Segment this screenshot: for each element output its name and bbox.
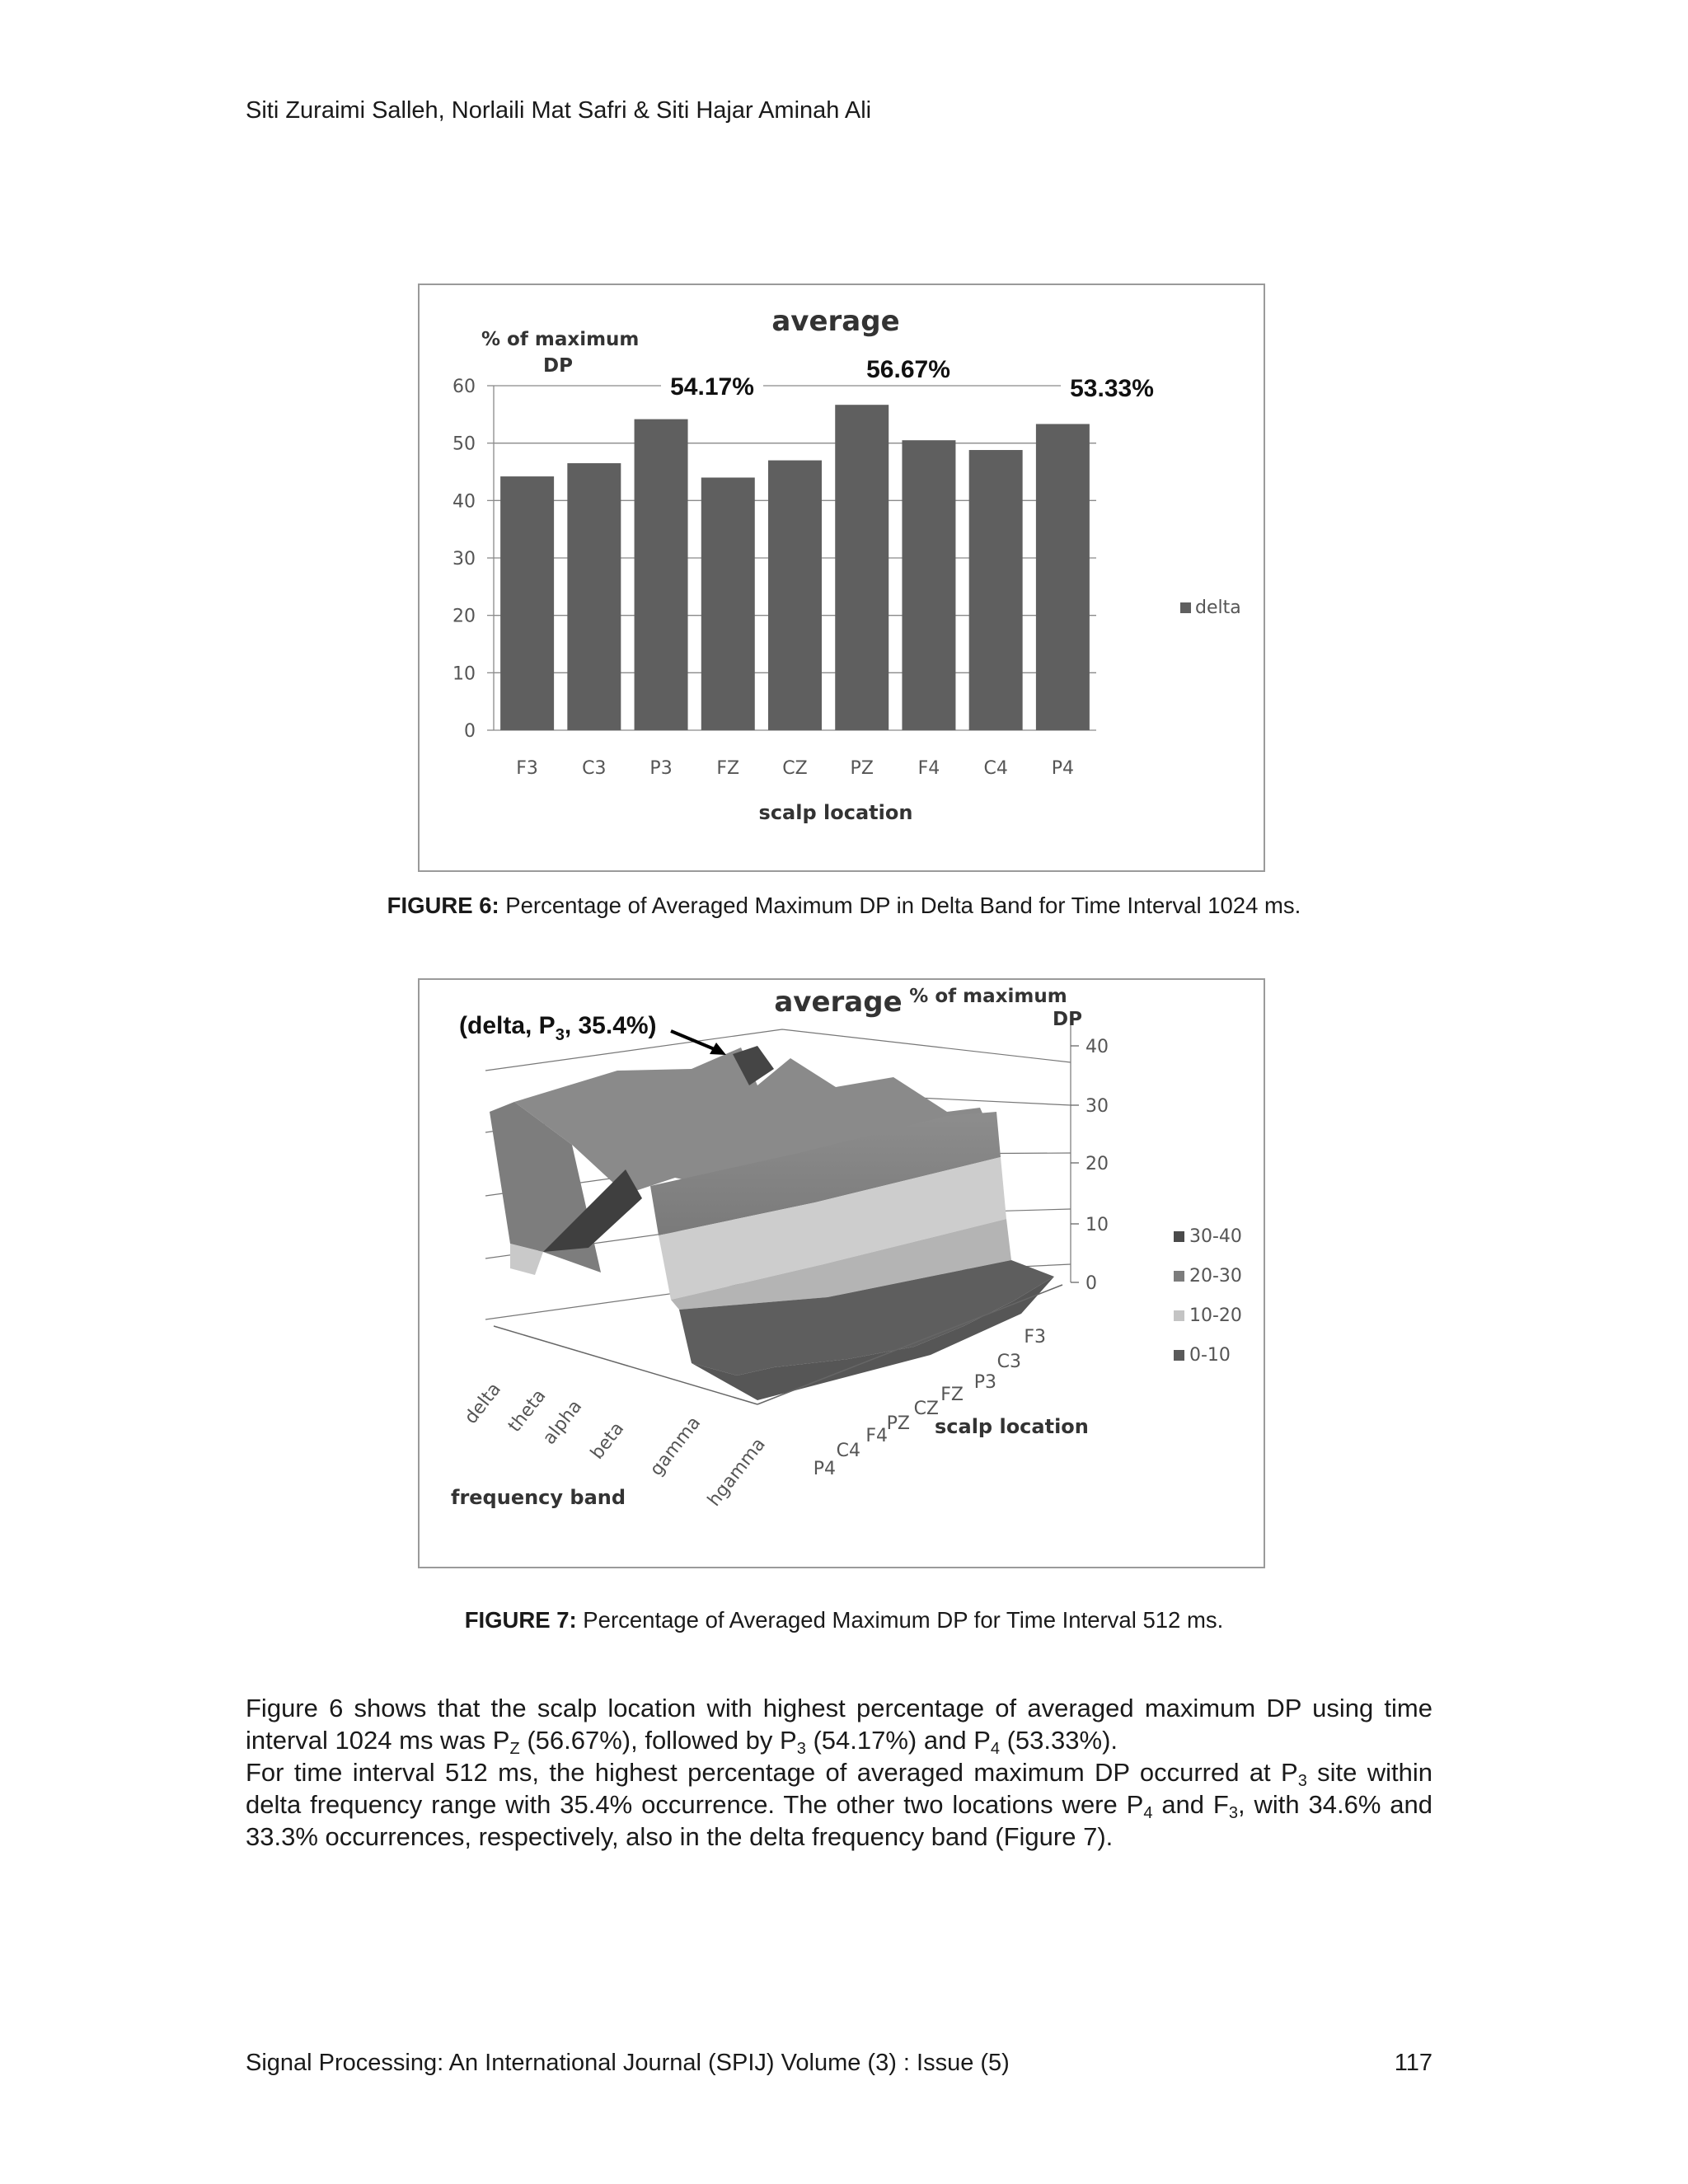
x-category-label: P4 <box>813 1459 836 1479</box>
subscript: 4 <box>1143 1804 1153 1822</box>
footer-journal: Signal Processing: An International Journal (SPIJ) Volume (3) : Issue (5) <box>246 2050 1010 2076</box>
page-number: 117 <box>1394 2050 1432 2076</box>
bar-cz <box>768 461 822 730</box>
x-category-label: C4 <box>836 1441 860 1461</box>
x-category-label: P3 <box>973 1372 996 1393</box>
caption-text: Percentage of Averaged Maximum DP in Delta Band for Time Interval 1024 ms. <box>499 893 1301 918</box>
y-category-label: beta <box>587 1418 629 1464</box>
annotation-p3: 54.17% <box>670 373 754 401</box>
y-tick-label: 40 <box>452 491 476 513</box>
x-category-label: PZ <box>886 1413 910 1434</box>
y-category-label: alpha <box>539 1396 587 1449</box>
text-run: (53.33%). <box>1000 1726 1118 1755</box>
y-tick-label: 30 <box>452 549 476 569</box>
x-tick-label: C4 <box>983 758 1008 779</box>
legend-label: 20-30 <box>1189 1266 1242 1286</box>
x-tick-label: C3 <box>582 758 607 779</box>
y-axis-label-line1: % of maximum <box>481 329 640 350</box>
subscript: 3 <box>1297 1772 1307 1790</box>
annotation-pz: 56.67% <box>866 356 950 383</box>
text-run: Figure 6 shows that the scalp location with highest percentage of averaged maximum DP using time interval 1024 ms was P <box>246 1694 1432 1755</box>
x-tick-label: CZ <box>782 758 808 779</box>
z-tick-label: 20 <box>1085 1154 1109 1174</box>
text-run: For time interval 512 ms, the highest percentage of averaged maximum DP occurred at P <box>246 1758 1298 1787</box>
paragraph-2 <box>246 1756 1432 1853</box>
bar-chart-svg <box>420 285 1264 870</box>
text-run: site within delta frequency range with 35.4% occurrence. The other two locations were P <box>246 1758 1432 1819</box>
x-tick-label: FZ <box>716 758 740 779</box>
figure-7-chart <box>418 978 1265 1568</box>
subscript: 3 <box>1228 1804 1238 1822</box>
paragraph-1 <box>246 1692 1432 1756</box>
z-tick-label: 0 <box>1085 1273 1097 1294</box>
bar-fz <box>701 477 755 730</box>
bar-p4 <box>1036 424 1090 730</box>
body-text <box>246 1692 1432 1853</box>
legend-label: 10-20 <box>1189 1305 1242 1326</box>
y-tick-label: 50 <box>452 434 476 455</box>
legend-swatch <box>1174 1231 1184 1242</box>
z-tick-label: 40 <box>1085 1037 1109 1057</box>
peak-annotation <box>459 1012 657 1044</box>
x-tick-label: F3 <box>516 758 538 779</box>
figure-6-chart <box>418 284 1265 872</box>
legend-swatch <box>1174 1350 1184 1361</box>
x-axis-label: scalp location <box>935 1415 1089 1438</box>
legend-swatch <box>1174 1271 1184 1282</box>
bar-f4 <box>902 440 955 730</box>
bar-pz <box>835 405 889 730</box>
x-category-label: FZ <box>940 1385 964 1405</box>
z-tick-label: 10 <box>1085 1215 1109 1235</box>
annotation-arrow <box>671 1031 726 1055</box>
annotation-prefix: (delta, P <box>459 1012 556 1039</box>
subscript: Z <box>509 1740 520 1758</box>
x-tick-label: P3 <box>649 758 673 779</box>
y-tick-label: 0 <box>464 721 476 742</box>
x-category-label: F4 <box>865 1426 888 1446</box>
y-tick-label: 20 <box>452 606 476 627</box>
legend-label: 0-10 <box>1189 1345 1231 1366</box>
legend-swatch <box>1174 1310 1184 1321</box>
running-head-authors: Siti Zuraimi Salleh, Norlaili Mat Safri & Siti Hajar Aminah Ali <box>246 97 872 124</box>
legend-label: 30-40 <box>1189 1226 1242 1247</box>
x-axis-label: scalp location <box>758 801 913 824</box>
surface-chart-svg <box>420 980 1264 1567</box>
text-run: , with 34.6% and 33.3% occurrences, respectively, also in the delta frequency band (Figure 7). <box>246 1790 1432 1851</box>
y-axis-label-line2: DP <box>543 355 573 377</box>
y-category-label: gamma <box>646 1413 706 1480</box>
subscript: 4 <box>990 1740 1000 1758</box>
bar-c3 <box>567 463 621 730</box>
x-category-label: CZ <box>913 1399 939 1419</box>
x-tick-label: F4 <box>917 758 940 779</box>
z-axis-label-line1: % of maximum <box>909 986 1067 1007</box>
y-category-label: hgamma <box>704 1434 770 1511</box>
annotation-suffix: , 35.4%) <box>564 1012 657 1039</box>
y-category-label: theta <box>504 1385 551 1436</box>
caption-label: FIGURE 7: <box>464 1607 577 1633</box>
text-run: and F <box>1152 1790 1229 1819</box>
x-tick-label: P4 <box>1051 758 1075 779</box>
x-category-label: F3 <box>1024 1327 1046 1347</box>
text-run: (56.67%), followed by P <box>519 1726 797 1755</box>
y-tick-label: 10 <box>452 663 476 685</box>
figure-7-caption <box>247 1607 1441 1633</box>
bar-c4 <box>969 450 1023 730</box>
bar-p3 <box>635 419 688 730</box>
z-tick-label: 30 <box>1085 1096 1109 1117</box>
y-tick-label: 60 <box>452 377 476 397</box>
x-category-label: C3 <box>996 1352 1021 1372</box>
legend-label-delta: delta <box>1195 598 1241 618</box>
chart-title: average <box>774 986 903 1019</box>
subscript: 3 <box>796 1740 806 1758</box>
y-axis-label: frequency band <box>451 1486 626 1509</box>
annotation-p4: 53.33% <box>1070 375 1154 402</box>
x-tick-label: PZ <box>850 758 874 779</box>
chart-title: average <box>771 305 900 338</box>
caption-label: FIGURE 6: <box>387 893 499 918</box>
caption-text: Percentage of Averaged Maximum DP for Time Interval 512 ms. <box>576 1607 1224 1633</box>
figure-6-caption <box>247 893 1441 919</box>
bar-f3 <box>500 476 554 730</box>
annotation-sub: 3 <box>555 1026 565 1044</box>
text-run: (54.17%) and P <box>805 1726 991 1755</box>
y-category-label: delta <box>461 1379 506 1428</box>
z-axis-label-line2: DP <box>1053 1009 1082 1030</box>
legend-swatch-delta <box>1180 602 1191 613</box>
